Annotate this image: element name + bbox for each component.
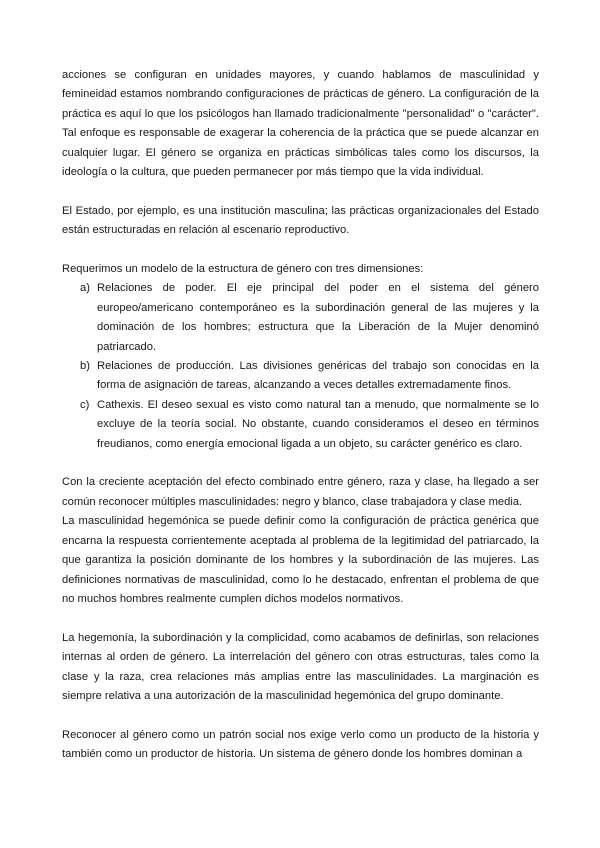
paragraph-gap xyxy=(62,706,539,725)
paragraph-gap xyxy=(62,241,539,260)
dimension-list xyxy=(62,279,539,454)
list-item xyxy=(62,279,539,357)
list-intro: Requerimos un modelo de la estructura de género con tres dimensiones: xyxy=(62,263,424,276)
paragraph: El Estado, por ejemplo, es una institución masculina; las prácticas organizacionales del Estado están estructuradas en relación al escenario reproductivo. xyxy=(62,204,539,237)
paragraph: Reconocer al género como un patrón social nos exige verlo como un producto de la historia y también como un productor de historia. Un sistema de género donde los hombres dominan a xyxy=(62,728,539,761)
paragraph: La hegemonía, la subordinación y la complicidad, como acabamos de definirlas, son relaciones internas al orden de género. La interrelación del género con otras estructuras, tales como la clase y la raza, crea relaciones más amplias entre las masculinidades. La marginación es siempre relativa a una autorización de la masculinidad hegemónica del grupo dominante. xyxy=(62,631,539,702)
list-item-text: Relaciones de poder. El eje principal del poder en el sistema del género europeo/americano contemporáneo es la subordinación general de las mujeres y la dominación de los hombres; estructura que la Liberación de la Mujer denominó patriarcado. xyxy=(97,282,539,353)
paragraph: Con la creciente aceptación del efecto combinado entre género, raza y clase, ha llegado a ser común reconocer múltiples masculinidades: negro y blanco, clase trabajadora y clase media. xyxy=(62,476,539,508)
paragraph: La masculinidad hegemónica se puede definir como la configuración de práctica genérica que encarna la respuesta corrientemente aceptada al problema de la legitimidad del patriarcado, la que garantiza la posición dominante de los hombres y la subordinación de las mujeres. Las definiciones normativas de masculinidad, como lo he destacado, enfrentan el problema de que no muchos hombres realmente cumplen dichos modelos normativos. xyxy=(62,515,539,605)
list-item-text: Cathexis. El deseo sexual es visto como natural tan a menudo, que normalmente se lo excluye de la teoría social. No obstante, cuando consideramos el deseo en términos freudianos, como energía emocional ligada a un objeto, su carácter genérico es claro. xyxy=(97,398,539,450)
list-item xyxy=(62,396,539,454)
list-marker: c) xyxy=(80,398,90,411)
document-body xyxy=(62,66,539,765)
paragraph-gap xyxy=(62,609,539,628)
paragraph-gap xyxy=(62,182,539,201)
list-marker: b) xyxy=(80,360,90,373)
list-item xyxy=(62,357,539,396)
paragraph-gap xyxy=(62,454,539,473)
paragraph: acciones se configuran en unidades mayores, y cuando hablamos de masculinidad y femineidad estamos nombrando configuraciones de prácticas de género. La configuración de la práctica es aquí lo que los psicólogos han llamado tradicionalmente "personalidad" o "carácter". Tal enfoque es responsable de exagerar la coherencia de la práctica que se puede alcanzar en cualquier lugar. El género se organiza en prácticas simbólicas tales como los discursos, la ideología o la cultura, que pueden permanecer por más tiempo que la vida individual. xyxy=(62,69,539,179)
list-marker: a) xyxy=(80,282,90,295)
list-item-text: Relaciones de producción. Las divisiones genéricas del trabajo son conocidas en la forma de asignación de tareas, alcanzando a veces detalles extremadamente finos. xyxy=(97,360,539,392)
